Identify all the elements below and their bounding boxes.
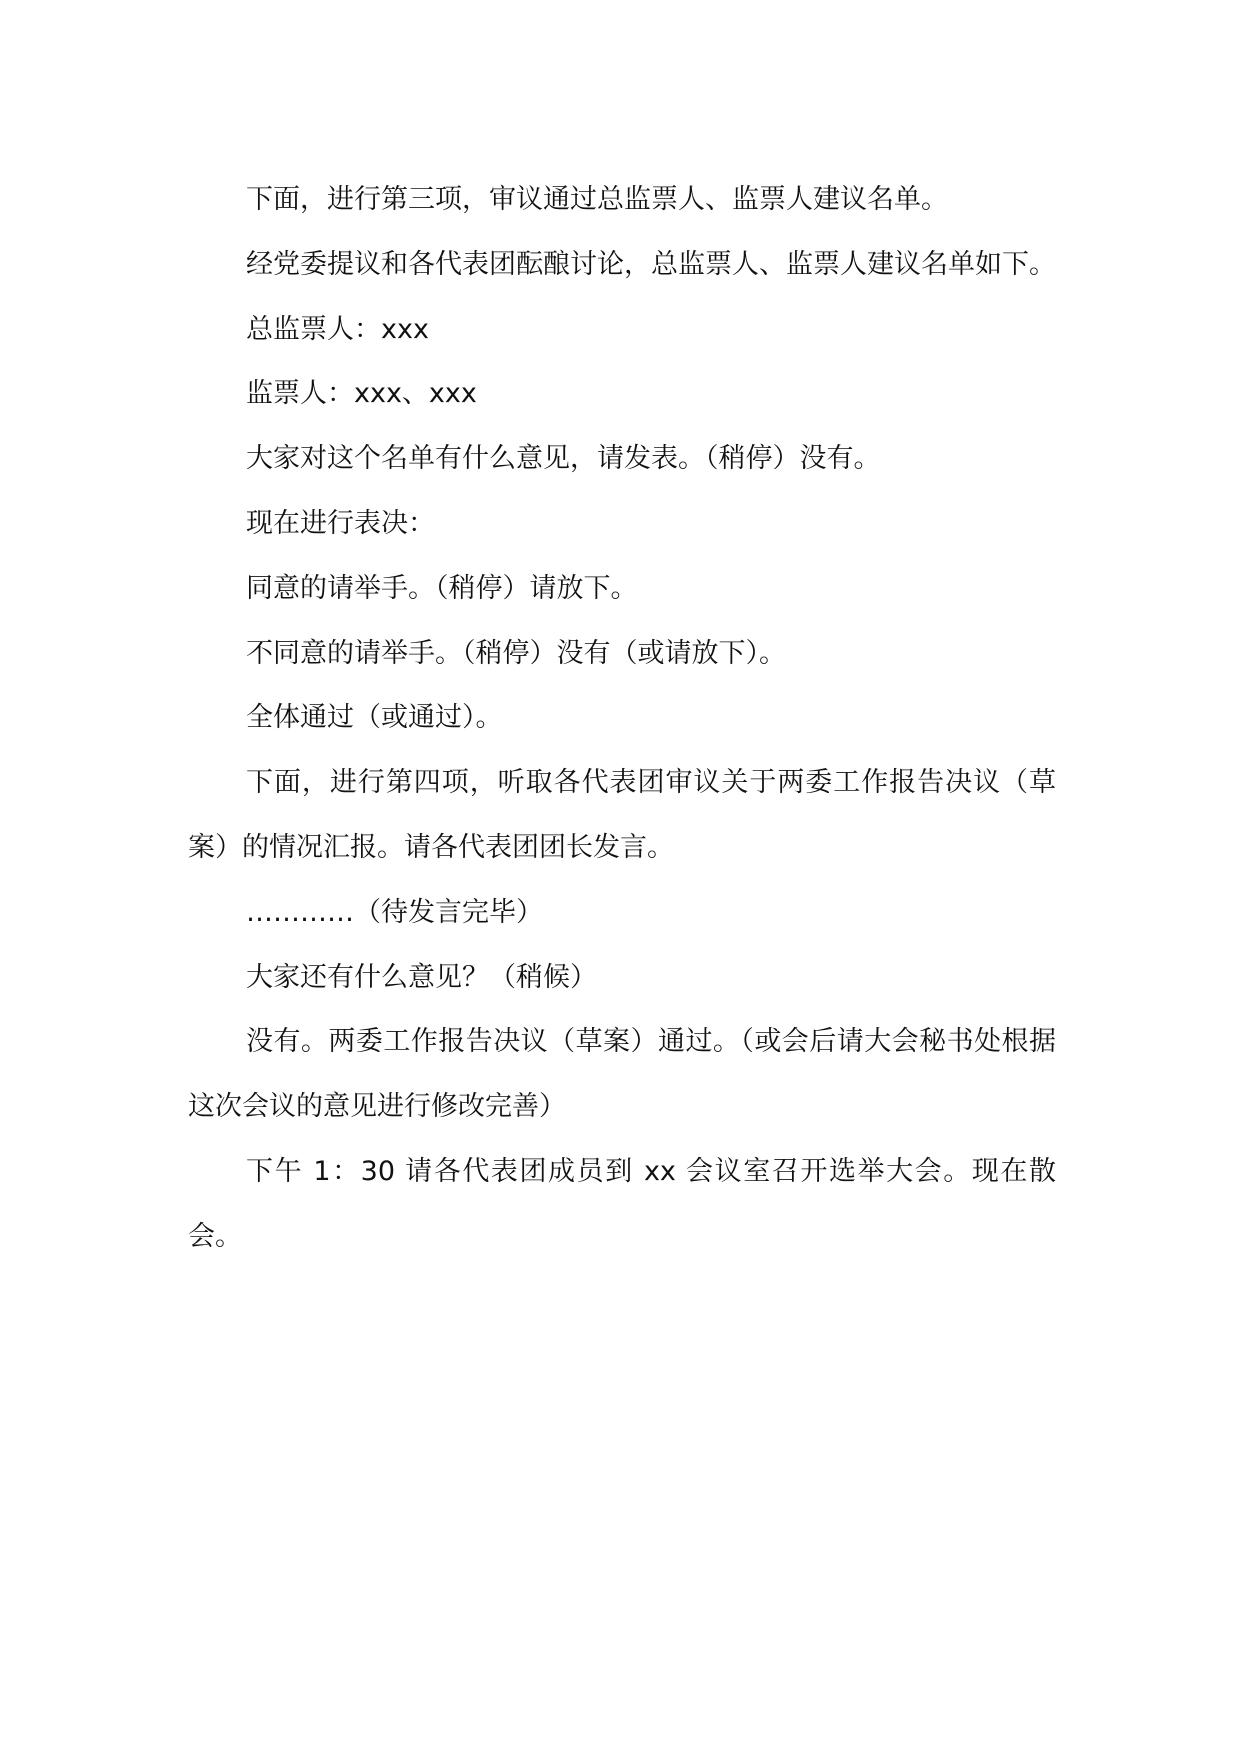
paragraph-chief-scrutineer: 总监票人：xxx xyxy=(246,313,429,345)
paragraph-opinions: 大家对这个名单有什么意见，请发表。（稍停）没有。 xyxy=(246,443,881,475)
paragraph-vote-agree: 同意的请举手。（稍停）请放下。 xyxy=(246,572,638,604)
paragraph-resolution-passed: 没有。两委工作报告决议（草案）通过。（或会后请大会秘书处根据这次会议的意见进行修改完善） xyxy=(188,1026,1056,1123)
paragraph-adjourn: 下午 1：30 请各代表团成员到 xx 会议室召开选举大会。现在散会。 xyxy=(188,1155,1056,1252)
paragraph-vote-start: 现在进行表决： xyxy=(246,507,435,539)
paragraph-more-opinions: 大家还有什么意见？（稍候） xyxy=(246,961,597,993)
paragraph-scrutineers: 监票人：xxx、xxx xyxy=(246,378,477,410)
paragraph-item-3: 下面，进行第三项，审议通过总监票人、监票人建议名单。 xyxy=(246,184,948,215)
paragraph-waiting: …………（待发言完毕） xyxy=(246,896,543,928)
paragraph-proposal: 经党委提议和各代表团酝酿讨论，总监票人、监票人建议名单如下。 xyxy=(246,248,1056,280)
paragraph-item-4: 下面，进行第四项，听取各代表团审议关于两委工作报告决议（草案）的情况汇报。请各代表团团长发言。 xyxy=(188,767,1056,863)
document-page xyxy=(188,168,1056,1270)
paragraph-vote-result: 全体通过（或通过）。 xyxy=(246,702,503,734)
paragraph-vote-disagree: 不同意的请举手。（稍停）没有（或请放下）。 xyxy=(246,637,786,669)
